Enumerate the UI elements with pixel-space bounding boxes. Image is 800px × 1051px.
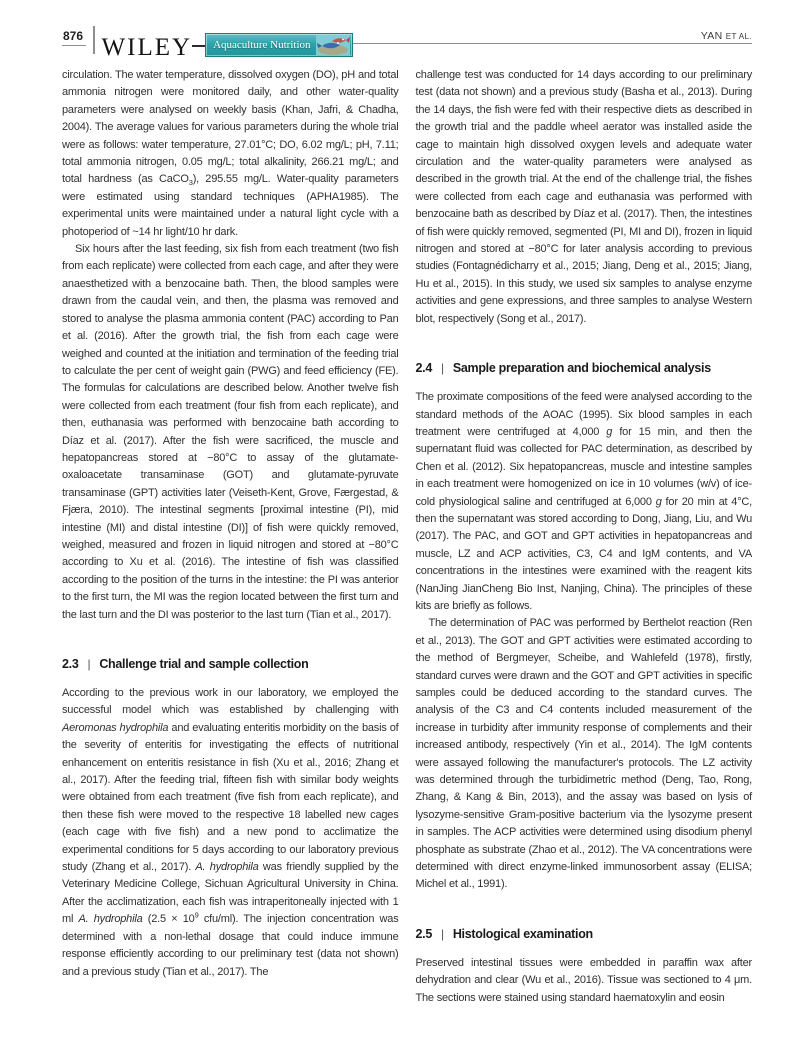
running-head: YAN ET AL. bbox=[700, 30, 752, 42]
running-head-rule bbox=[353, 26, 752, 44]
two-column-body bbox=[0, 60, 800, 1007]
paragraph: Preserved intestinal tissues were embedded in paraffin wax after dehydration and clear (Wu et al., 2016). Tissue was sectioned to 4 μm. The sections were stained using standard haematoxylin and eosin bbox=[415, 956, 752, 1004]
journal-name: Aquaculture Nutrition bbox=[213, 39, 311, 51]
paragraph: challenge test was conducted for 14 days according to our preliminary test (data not shown) and a previous study (Basha et al., 2013). During the 14 days, the fish were fed with their respective diets as described in the growth trial and the paddle wheel aerator was installed aside the cage to maintain high dissolved oxygen levels and adequate water circulation and the water-quality parameters were analysed as described in the growth trial. At the end of the challenge trial, the fishes were collected from each cage and euthanasia was performed with benzocaine bath as described by Díaz et al. (2017). Then, the intestines of fish were quickly removed, segmented (PI, MI and DI), frozen in liquid nitrogen and stored at −80°C for later analysis according to previous studies (Fontagnédicharry et al., 2015; Jiang, Deng et al., 2015; Jiang, Hu et al., 2015). In this study, we used six samples to analyse enzyme activities and gene expressions, and three samples to analyse Western blot, respectively (Song et al., 2017). bbox=[415, 69, 752, 325]
paragraph: The determination of PAC was performed by Berthelot reaction (Ren et al., 2013). The GOT and GPT activities were estimated according to the method of Bergmeyer, Scheibe, and Wahlefeld (1978), firstly, standard curves were drawn and the GOT and GPT activities in specific samples could be deduced according to the standard curves. The analysis of the C3 and C4 contents included measurement of the increase in turbidity after immunity response of complements and their increased antibody, respectively (Yin et al., 2014). The IgM contents were assayed following the manufacturer's protocols. The LZ activity was determined through the turbidimetric method (Deng, Tao, Rong, Zhang, & Kang & Bin, 2013), and the assay was based on lysis of lysozyme-sensitive Gram-positive bacterium via the lysozyme present in samples. The ACP activities were determined using disodium phenyl phosphate as substrate (Zhao et al., 2012). The VA concentrations were determined with direct enzyme-linked immunosorbent assay (ELISA; Michel et al., 1991). bbox=[415, 617, 752, 891]
fish-illustration-icon bbox=[316, 35, 350, 55]
section-heading: 2.3 | Challenge trial and sample collection bbox=[62, 657, 309, 671]
column-right bbox=[416, 67, 753, 1007]
paragraph: circulation. The water temperature, dissolved oxygen (DO), pH and total ammonia nitrogen were monitored daily, and other water-quality parameters were analysed on weekly basis (Khan, Jafri, & Chadha, 2004). The average values for various parameters during the whole trial were as follows: water temperature, 27.01°C; DO, 6.02 mg/L; pH, 7.11; total ammonia nitrogen, 0.05 mg/L; total alkalinity, 266.21 mg/L; and total hardness (as CaCO$_3$), 295.55 mg/L. Water-quality parameters were estimated using standard techniques (APHA1985). The experimental units were maintained under a natural light cycle with a photoperiod of ~14 hr light/10 hr dark. bbox=[62, 69, 399, 238]
header-dash-rule bbox=[192, 45, 205, 47]
publisher-logo: WILEY bbox=[101, 34, 193, 61]
journal-banner bbox=[205, 33, 352, 57]
paragraph: According to the previous work in our laboratory, we employed the successful model which was established by challenging with Aeromonas hydrophila and evaluating enteritis morbidity on the basis of the severity of enteritis for investigating the effects of nutritional enhancement on enteritis resistance in fish (Xu et al., 2016; Zhang et al., 2017). After the feeding trial, fifteen fish with similar body weights were obtained from each treatment (five fish from each replicate), and then these fish were moved to the respective 18 labelled new cages (each cage with five fish) and a new pond to acclimatize the experimental conditions for 5 days according to our laboratory previous study (Zhang et al., 2017). A. hydrophila was friendly supplied by the Veterinary Medicine College, Sichuan Agricultural University in China. After the acclimatization, each fish was intraperitoneally injected with 1 ml A. hydrophila ($2.5 \times 10^9$ cfu/ml). The injection concentration was determined with a non-lethal dosage that could induce immune response efficiently according to our preliminary test (data not shown) and a previous study (Tian et al., 2017). The bbox=[62, 687, 399, 978]
page-header bbox=[0, 0, 800, 60]
section-heading: 2.5 | Histological examination bbox=[415, 926, 593, 941]
section-heading: 2.4 | Sample preparation and biochemical analysis bbox=[415, 361, 711, 376]
header-divider bbox=[93, 26, 95, 54]
paragraph: Six hours after the last feeding, six fish from each treatment (two fish from each replicate) were collected from each cage, and after they were anaesthetized with a benzocaine bath. Then, the blood samples were drawn from the caudal vein, and then, the plasma was removed and stored to analyse the plasma ammonia content (PAC) according to Pan et al. (2016). After the growth trial, the fish from each cage were weighed and counted at the initiation and termination of the feeding trial to calculate the per cent of weight gain (PWG) and feed efficiency (FE). The formulas for calculations are described below. Another twelve fish were collected from each treatment (four fish from each replicate), and then, euthanasia was performed with benzocaine bath according to Díaz et al. (2017). After the fish were sacrificed, the muscle and hepatopancreas stored at −80°C to assay of the glutamate-oxaloacetate transaminase (GOT) and glutamate-pyruvate transaminase (GPT) activities later (Veiseth-Kent, Grove, Færgestad, & Fjæra, 2010). The intestinal segments [proximal intestine (PI), mid intestine (MI) and distal intestine (DI)] of fish were quickly removed, weighed, measured and frozen in liquid nitrogen and stored at −80°C according to Xu et al. (2016). The intestine of fish was classified according to the position of the turns in the intestine: the PI was anterior to the first turn, the MI was the region located between the first turn and the last turn and the DI was posterior to the last turn (Tian et al., 2017). bbox=[62, 243, 399, 621]
page-number: 876 bbox=[62, 30, 86, 46]
paragraph: The proximate compositions of the feed were analysed according to the standard methods of the AOAC (1995). Six blood samples in each treatment were centrifuged at 4,000 g for 15 min, and then the supernatant fluid was collected for PAC determination, as described by Chen et al. (2012). Six hepatopancreas, muscle and intestine samples in each treatment were homogenized on ice in 10 volumes (w/v) of ice-cold physiological saline and centrifuged at 6,000 g for 20 min at 4°C, then the supernatant was stored according to Dong, Jiang, Liu, and Wu (2017). The PAC, and GOT and GPT activities in hepatopancreas and muscle, LZ and ACP activities, C3, C4 and IgM contents, and VA concentrations in the intestines were examined with the reagent kits (NanJing JianCheng Bio Inst, Nanjing, China). The principles of these kits are briefly as follows. bbox=[415, 391, 753, 612]
column-left bbox=[62, 67, 399, 1007]
